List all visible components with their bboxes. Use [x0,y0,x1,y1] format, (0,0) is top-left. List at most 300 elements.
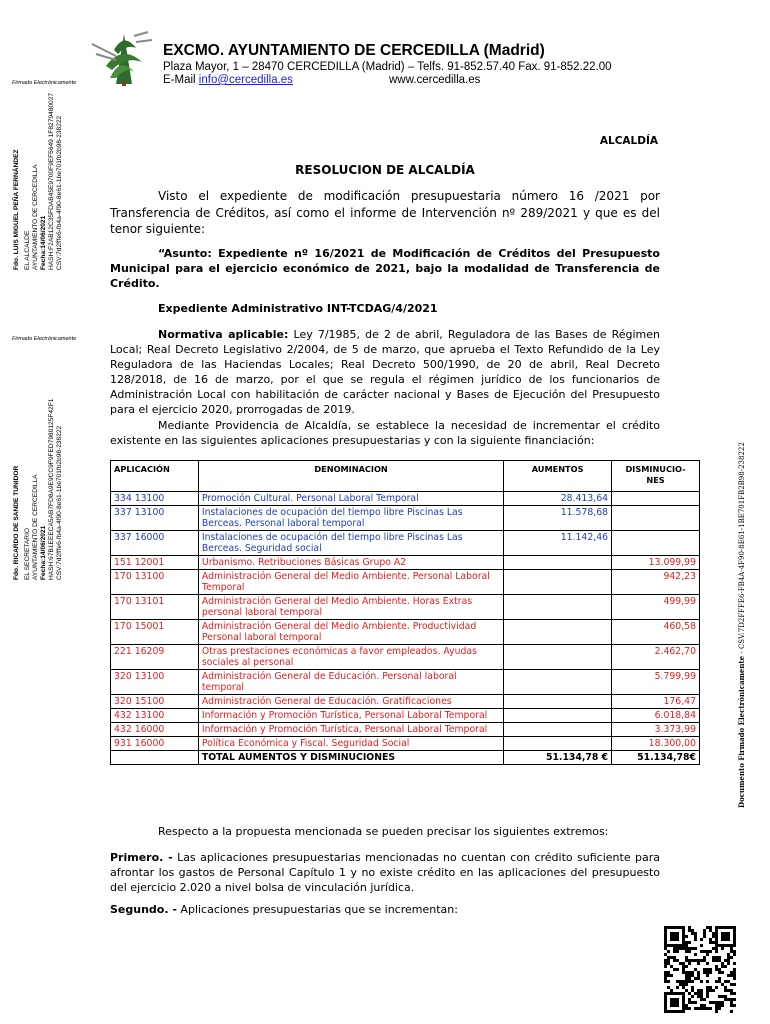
qr-module [730,956,733,959]
qr-module [703,950,706,953]
signer-name-1: Fdo. LUIS MIGUEL PEÑA FERNÁNDEZ [13,149,20,270]
cell-denominacion: Información y Promoción Turística, Personal Laboral Temporal [198,709,503,723]
qr-module [703,959,706,962]
qr-module [715,1001,718,1004]
qr-module [667,962,670,965]
cell-aplicacion: 320 15100 [111,695,199,709]
qr-module [676,968,679,971]
cell-denominacion: Otras prestaciones económicas a favor empleados. Ayudas sociales al personal [198,645,503,670]
qr-module [730,971,733,974]
cell-aumentos [504,645,612,670]
qr-module [700,980,703,983]
qr-module [706,992,709,995]
email-label: E-Mail [163,74,196,86]
qr-module [721,983,724,986]
signature-csv-2: CSV:7d2fffe6-fb4a-4f90-8e61-1be701fb2b98-238222 [56,425,63,580]
cell-disminuciones: 18.300,00 [612,737,700,751]
cell-disminuciones: 6.018,84 [612,709,700,723]
section-label: ALCALDÍA [599,135,658,147]
signed-electronically-label-2: Firmado Electrónicamente [12,336,77,342]
cell-disminuciones: 13.099,99 [612,556,700,570]
qr-module [706,962,709,965]
qr-module [712,941,715,944]
cell-total-aumentos: 51.134,78 € [504,751,612,765]
cell-disminuciones [612,492,700,506]
qr-module [718,977,721,980]
qr-module [664,965,667,968]
cell-total-label: TOTAL AUMENTOS Y DISMINUCIONES [198,751,503,765]
qr-module [667,980,670,983]
qr-module [733,983,736,986]
qr-module [667,956,670,959]
qr-module [706,986,709,989]
qr-module [700,998,703,1001]
qr-module [688,992,691,995]
qr-module [682,962,685,965]
qr-module [670,965,673,968]
qr-module [706,968,709,971]
qr-module [718,959,721,962]
intro-paragraph: Visto el expediente de modificación presupuestaria número 16 /2021 por Transferencia de Créditos, así como el informe de Intervención nº 289/2021 y que es del tenor siguiente: [110,189,660,236]
qr-module [700,944,703,947]
cell-denominacion: Administración General de Educación. Personal laboral temporal [198,670,503,695]
qr-module [685,983,688,986]
qr-module [667,986,670,989]
qr-module [697,974,700,977]
qr-module [676,950,679,953]
qr-module [700,1007,703,1010]
qr-module [685,980,688,983]
col-header-aplicacion: APLICACIÓN [111,461,199,492]
qr-module [673,950,676,953]
qr-module [664,959,667,962]
qr-module [730,983,733,986]
qr-module [712,947,715,950]
cell-disminuciones [612,531,700,556]
qr-finder-pattern [721,932,730,941]
qr-module [700,995,703,998]
qr-module [697,977,700,980]
qr-module [691,986,694,989]
qr-module [682,980,685,983]
qr-module [682,965,685,968]
qr-module [727,956,730,959]
qr-module [706,953,709,956]
cell-aumentos [504,709,612,723]
qr-module [670,974,673,977]
qr-module [667,959,670,962]
cell-aumentos: 11.142,46 [504,531,612,556]
qr-module [694,947,697,950]
right-margin-label: Documento Firmado Electrónicamente [737,655,746,808]
qr-module [718,1007,721,1010]
qr-module [715,965,718,968]
qr-module [709,938,712,941]
qr-module [724,965,727,968]
cell-aumentos: 28.413,64 [504,492,612,506]
qr-module [718,968,721,971]
qr-module [718,1001,721,1004]
right-margin-csv: - CSV:7D2FFFE6-FB4A-4F90-8E61-1BE701FB2B98-238222 [738,442,746,654]
qr-module [691,995,694,998]
qr-module [688,974,691,977]
qr-module [685,944,688,947]
qr-module [709,986,712,989]
contact-line [163,74,481,86]
qr-module [685,935,688,938]
qr-module [682,986,685,989]
qr-module [718,980,721,983]
qr-module [685,947,688,950]
qr-module [715,1004,718,1007]
qr-module [688,1001,691,1004]
qr-module [694,1007,697,1010]
cell-aplicacion: 170 13100 [111,570,199,595]
cell-aplicacion: 337 16000 [111,531,199,556]
qr-module [715,968,718,971]
qr-module [709,989,712,992]
table-row [111,723,700,737]
qr-module [694,953,697,956]
qr-module [733,974,736,977]
signature-details-1 [24,93,64,270]
qr-module [730,989,733,992]
qr-module [718,956,721,959]
qr-module [694,968,697,971]
table-total-row [111,751,700,765]
cell-denominacion: Administración General del Medio Ambiente. Productividad Personal laboral temporal [198,620,503,645]
qr-module [688,959,691,962]
qr-module [697,992,700,995]
qr-module [718,971,721,974]
qr-module [700,1004,703,1007]
signature-hash-2: HASH:67B1EEECA5AB7FD8A9E9CC9F9FED7980125F42F1 [48,398,55,580]
qr-module [691,947,694,950]
qr-module [709,929,712,932]
cell-aplicacion: 432 16000 [111,723,199,737]
qr-module [730,992,733,995]
qr-module [709,1001,712,1004]
qr-module [709,950,712,953]
qr-module [718,995,721,998]
municipal-logo [86,26,158,88]
qr-module [691,980,694,983]
qr-module [706,926,709,929]
col-header-aumentos: AUMENTOS [504,461,612,492]
qr-module [667,974,670,977]
cell-aplicacion: 170 13101 [111,595,199,620]
qr-module [697,959,700,962]
qr-module [688,941,691,944]
table-row [111,506,700,531]
signer-role-2: EL SECRETARIO [24,527,31,580]
qr-module [715,986,718,989]
qr-module [694,935,697,938]
cell-denominacion: Administración General de Educación. Gratificaciones [198,695,503,709]
table-row [111,570,700,595]
cell-disminuciones: 176,47 [612,695,700,709]
qr-module [715,959,718,962]
mediante-paragraph: Mediante Providencia de Alcaldía, se establece la necesidad de incrementar el crédito existente en las siguientes aplicaciones presupuestarias y con la siguiente financiación: [110,419,660,447]
qr-module [703,929,706,932]
primero-label: Primero. - [110,851,173,864]
qr-module [691,1001,694,1004]
qr-module [727,962,730,965]
qr-module [700,989,703,992]
qr-module [691,989,694,992]
cell-disminuciones: 499,99 [612,595,700,620]
cell-denominacion: Urbanismo. Retribuciones Básicas Grupo A2 [198,556,503,570]
qr-module [721,1001,724,1004]
segundo-paragraph [110,902,660,917]
cell-aplicacion: 221 16209 [111,645,199,670]
cell-total-empty [111,751,199,765]
municipality-title: EXCMO. AYUNTAMIENTO DE CERCEDILLA (Madrid) [163,42,545,59]
qr-module [682,971,685,974]
qr-module [685,974,688,977]
normativa-text: Ley 7/1985, de 2 de abril, Reguladora de las Bases de Régimen Local; Real Decreto Legislativo 2/2004, de 5 de marzo, que aprueba el Texto Refundido de la Ley Reguladora de las Haciendas Locales; Real Decreto 500/1990, de 20 de abril, Real Decreto 128/2018, de 16 de marzo, por el que se regula el régimen jurídico de los funcionarios de Administración Local con habilitación de carácter nacional y Bases de Ejecución del Presupuesto para el ejercicio 2020, prorrogadas de 2019. [110,328,660,416]
qr-module [706,989,709,992]
qr-module [691,971,694,974]
qr-module [688,980,691,983]
qr-module [682,968,685,971]
qr-module [670,956,673,959]
qr-module [730,998,733,1001]
qr-module [712,959,715,962]
qr-module [703,935,706,938]
col-header-denominacion: DENOMINACION [198,461,503,492]
qr-module [721,962,724,965]
signer-org-1: AYUNTAMIENTO DE CERCEDILLA [32,164,39,270]
cell-aumentos [504,723,612,737]
qr-module [685,989,688,992]
qr-module [733,968,736,971]
qr-module [667,971,670,974]
qr-module [706,974,709,977]
qr-module [721,995,724,998]
table-row [111,531,700,556]
qr-module [673,968,676,971]
qr-module [703,998,706,1001]
qr-finder-pattern [670,932,679,941]
cell-denominacion: Promoción Cultural. Personal Laboral Temporal [198,492,503,506]
qr-module [664,974,667,977]
segundo-label: Segundo. - [110,903,177,916]
qr-module [679,947,682,950]
cell-aplicacion: 334 13100 [111,492,199,506]
qr-module [679,983,682,986]
qr-module [730,950,733,953]
primero-text: Las aplicaciones presupuestarias mencionadas no cuentan con crédito suficiente para afrontar los gastos de Personal Capítulo 1 y no existe crédito en las aplicaciones del presupuesto del ejercicio 2.020 a nivel bolsa de vinculación jurídica. [110,851,660,894]
cell-denominacion: Instalaciones de ocupación del tiempo libre Piscinas Las Berceas. Seguridad social [198,531,503,556]
qr-module [715,1010,718,1013]
qr-module [715,980,718,983]
qr-module [733,953,736,956]
table-row [111,595,700,620]
qr-module [712,932,715,935]
table-row [111,556,700,570]
qr-module [691,974,694,977]
qr-module [703,968,706,971]
qr-module [694,992,697,995]
table-row [111,492,700,506]
qr-module [682,947,685,950]
cell-disminuciones: 942,23 [612,570,700,595]
cell-total-disminuciones: 51.134,78€ [612,751,700,765]
qr-module [727,998,730,1001]
signature-details-2 [24,399,64,580]
qr-module [730,1001,733,1004]
qr-module [667,950,670,953]
cell-aumentos [504,570,612,595]
qr-module [679,962,682,965]
email-link[interactable]: info@cercedilla.es [198,74,293,86]
qr-module [688,1007,691,1010]
qr-module [676,947,679,950]
qr-module [685,941,688,944]
cell-aumentos [504,737,612,751]
cell-denominacion: Instalaciones de ocupación del tiempo libre Piscinas Las Berceas. Personal laboral temporal [198,506,503,531]
signature-date-2: Fecha:14/06/2021 [40,525,47,580]
qr-module [730,974,733,977]
qr-module [688,977,691,980]
qr-module [688,998,691,1001]
qr-finder-pattern [670,998,679,1007]
qr-module [673,959,676,962]
qr-module [691,932,694,935]
qr-module [709,971,712,974]
qr-module [709,968,712,971]
table-row [111,620,700,645]
qr-module [691,929,694,932]
qr-module [724,986,727,989]
qr-module [688,971,691,974]
segundo-text: Aplicaciones presupuestarias que se incrementan: [176,903,458,916]
qr-module [673,947,676,950]
qr-module [706,950,709,953]
cell-denominacion: Información y Promoción Turística, Personal Laboral Temporal [198,723,503,737]
cell-disminuciones: 460,58 [612,620,700,645]
qr-module [727,980,730,983]
qr-module [706,995,709,998]
qr-module [703,956,706,959]
qr-module [733,1004,736,1007]
qr-module [706,971,709,974]
cell-disminuciones: 2.462,70 [612,645,700,670]
qr-module [724,989,727,992]
cell-aplicacion: 337 13100 [111,506,199,531]
budget-table [110,460,700,765]
qr-module [721,1004,724,1007]
qr-module [685,965,688,968]
qr-module [694,959,697,962]
cell-aplicacion: 170 15001 [111,620,199,645]
signer-role-1: EL ALCALDE [24,230,31,270]
qr-module [700,992,703,995]
col-header-disminuciones: DISMINUCIO- NES [612,461,700,492]
cell-aumentos: 11.578,68 [504,506,612,531]
qr-module [700,959,703,962]
qr-module [730,1010,733,1013]
qr-module [712,935,715,938]
qr-module [703,1004,706,1007]
qr-module [733,971,736,974]
qr-module [682,983,685,986]
signature-date-1: Fecha:14/06/2021 [40,215,47,270]
qr-module [727,989,730,992]
qr-module [670,989,673,992]
qr-module [673,956,676,959]
qr-module [697,989,700,992]
respecto-paragraph: Respecto a la propuesta mencionada se pueden precisar los siguientes extremos: [158,825,609,838]
signature-hash-1: HASH:F2AB12C35FDAB45E9700F9EF5649 1F8279480027 [48,92,55,270]
cell-aplicacion: 320 13100 [111,670,199,695]
qr-module [715,947,718,950]
qr-module [664,947,667,950]
qr-module [706,980,709,983]
qr-module [733,998,736,1001]
qr-module [685,956,688,959]
qr-module [679,980,682,983]
signed-electronically-label-1: Firmado Electrónicamente [12,80,77,86]
address-line: Plaza Mayor, 1 – 28470 CERCEDILLA (Madrid) – Telfs. 91-852.57.40 Fax. 91-852.22.00 [163,61,612,73]
qr-module [733,950,736,953]
cell-denominacion: Administración General del Medio Ambiente. Personal Laboral Temporal [198,570,503,595]
qr-module [691,959,694,962]
qr-module [730,947,733,950]
qr-module [712,956,715,959]
qr-module [715,950,718,953]
cell-aplicacion: 432 13100 [111,709,199,723]
qr-module [721,971,724,974]
cell-aplicacion: 151 12001 [111,556,199,570]
qr-module [718,1004,721,1007]
qr-module [694,1001,697,1004]
signature-block-1 [13,149,21,270]
qr-module [715,956,718,959]
normativa-paragraph [110,327,660,417]
cell-aumentos [504,620,612,645]
qr-module [721,965,724,968]
qr-module [676,980,679,983]
cell-disminuciones: 5.799,99 [612,670,700,695]
qr-module [685,950,688,953]
cell-aumentos [504,556,612,570]
qr-module [688,926,691,929]
qr-module [688,929,691,932]
table-row [111,670,700,695]
qr-module [733,962,736,965]
qr-module [664,980,667,983]
qr-module [712,1001,715,1004]
qr-module [685,1007,688,1010]
qr-module [697,995,700,998]
table-row [111,737,700,751]
cell-aumentos [504,595,612,620]
qr-module [724,998,727,1001]
cell-denominacion: Política Económica y Fiscal. Seguridad Social [198,737,503,751]
right-margin-signature [737,442,746,808]
qr-module [733,977,736,980]
qr-module [709,941,712,944]
qr-module [688,950,691,953]
website-text: www.cercedilla.es [389,74,481,86]
table-row [111,695,700,709]
qr-module [712,989,715,992]
signer-org-2: AYUNTAMIENTO DE CERCEDILLA [32,474,39,580]
qr-module [733,992,736,995]
table-row [111,709,700,723]
